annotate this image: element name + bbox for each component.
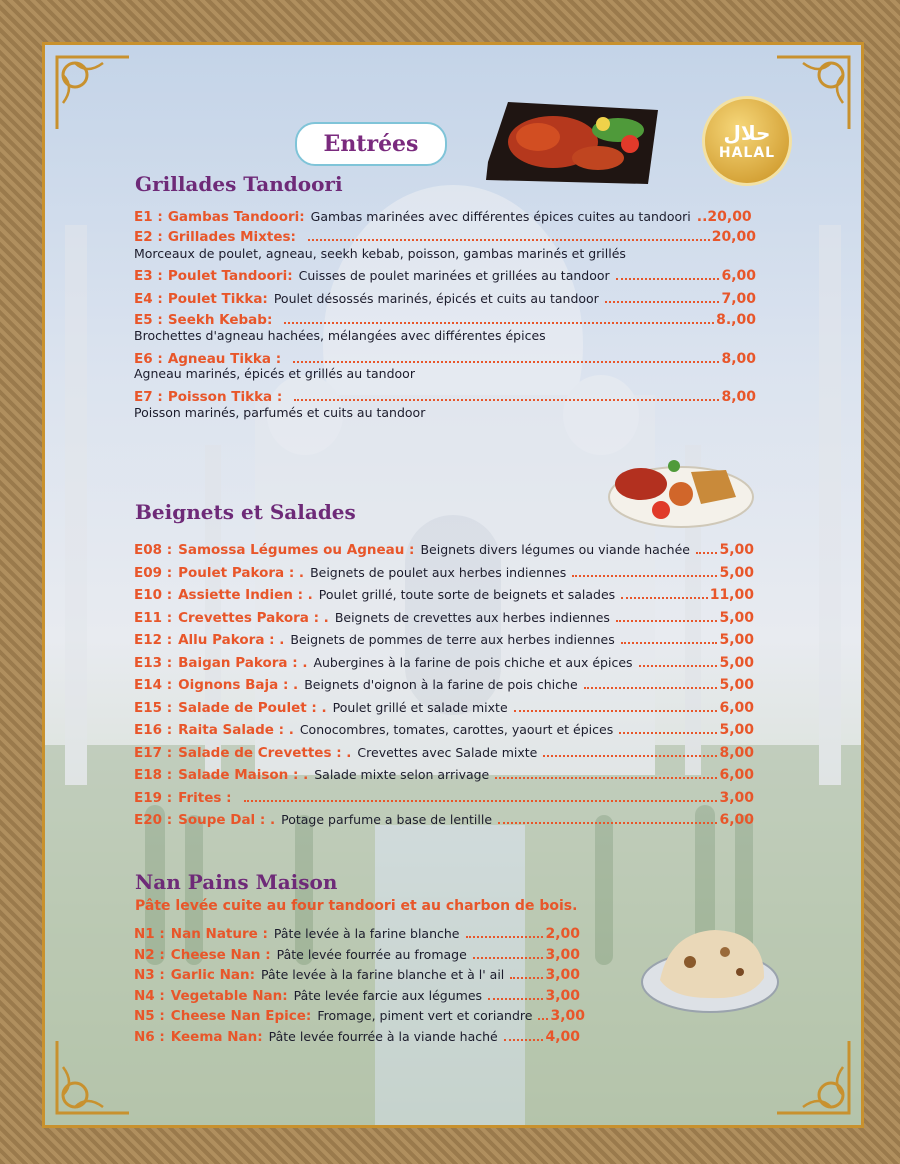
- menu-item: E3 : Poulet Tandoori: Cuisses de poulet marinées et grillées au tandoor 6,00: [134, 268, 756, 284]
- item-name: Assiette Indien : .: [178, 587, 313, 603]
- item-price: 3,00: [545, 987, 580, 1004]
- item-code: E15 :: [134, 699, 173, 716]
- item-price: 5,00: [719, 632, 754, 648]
- menu-item: [134, 1008, 586, 1024]
- menu-item: [134, 926, 580, 942]
- item-desc: Fromage, piment vert et coriandre: [317, 1008, 533, 1023]
- leader-dots: [293, 361, 719, 363]
- item-desc: Aubergines à la farine de pois chiche et aux épices: [313, 654, 633, 670]
- item-desc: Pâte levée farcie aux légumes: [293, 987, 483, 1003]
- item-desc: Beignets divers légumes ou viande hachée: [420, 542, 690, 557]
- leader-dots: [616, 620, 718, 622]
- menu-item: [134, 767, 754, 783]
- item-desc: Poulet grillé et salade mixte: [332, 699, 508, 715]
- item-price: 3,00: [719, 789, 754, 806]
- section-title-tandoori: Grillades Tandoori: [135, 172, 343, 196]
- leader-dots: [284, 322, 714, 324]
- item-price: 2,00: [545, 926, 580, 942]
- item-price: 11,00: [709, 587, 754, 603]
- item-name: Poulet Pakora : .: [178, 564, 305, 581]
- menu-item: E4 : Poulet Tikka: Poulet désossés marinés, épicés et cuits au tandoor 7,00: [134, 291, 756, 307]
- item-code: N1 :: [134, 926, 165, 942]
- item-price: 6,00: [719, 699, 754, 716]
- leader-dots: [605, 301, 720, 303]
- item-description: Morceaux de poulet, agneau, seekh kebab, poisson, gambas marinés et grillés: [134, 246, 626, 261]
- item-price: 5,00: [719, 654, 754, 671]
- menu-item: [134, 967, 580, 983]
- item-name: Keema Nan:: [170, 1028, 263, 1045]
- leader-dots: [473, 957, 544, 959]
- item-desc: Pâte levée à la farine blanche et à l' ail: [261, 967, 505, 982]
- item-code: N3 :: [134, 967, 165, 983]
- tandoori-chicken-image: [478, 92, 663, 188]
- menu-item: [134, 745, 754, 761]
- item-price: 5,00: [719, 564, 754, 581]
- corner-ornament-icon: [53, 53, 133, 133]
- item-price: 3,00: [545, 946, 580, 963]
- leader-dots: [466, 936, 544, 938]
- menu-item: [134, 565, 754, 581]
- leader-dots: [308, 239, 710, 241]
- item-code: N4 :: [134, 987, 165, 1004]
- item-desc: Beignets de crevettes aux herbes indiennes: [334, 609, 610, 625]
- leader-dots: [510, 977, 543, 979]
- leader-dots: [616, 278, 720, 280]
- leader-dots: [498, 822, 717, 824]
- item-code: E13 :: [134, 654, 173, 671]
- halal-arabic: حلال: [723, 121, 771, 145]
- item-price: 5,00: [719, 609, 754, 626]
- item-code: E20 :: [134, 812, 173, 828]
- menu-item: E1 : Gambas Tandoori: Gambas marinées avec différentes épices cuites au tandoori ..20,00: [134, 209, 752, 225]
- item-code: E19 :: [134, 789, 173, 806]
- menu-item: E7 : Poisson Tikka : 8,00: [134, 389, 756, 405]
- item-name: Allu Pakora : .: [178, 632, 285, 648]
- item-price: 4,00: [545, 1028, 580, 1045]
- item-price: 8,00: [719, 744, 754, 761]
- item-code: E16 :: [134, 722, 173, 738]
- item-price: 3,00: [550, 1008, 586, 1024]
- item-name: Samossa Légumes ou Agneau :: [178, 542, 415, 558]
- leader-dots: [584, 687, 718, 689]
- item-name: Oignons Baja : .: [178, 677, 299, 693]
- item-code: N2 :: [134, 946, 165, 963]
- leader-dots: [488, 998, 543, 1000]
- section-subtitle-nan: Pâte levée cuite au four tandoori et au charbon de bois.: [135, 898, 578, 914]
- menu-item: E6 : Agneau Tikka : 8,00: [134, 351, 756, 367]
- item-code: E18 :: [134, 767, 173, 783]
- item-desc: Salade mixte selon arrivage: [314, 767, 490, 782]
- item-name: Soupe Dal : .: [178, 812, 276, 828]
- item-name: Salade de Poulet : .: [178, 699, 327, 716]
- menu-item: [134, 677, 754, 693]
- appetizer-plate-image: [606, 452, 756, 530]
- item-name: Salade Maison : .: [178, 767, 309, 783]
- item-price: 6,00: [719, 767, 754, 783]
- item-name: Garlic Nan:: [170, 967, 256, 983]
- item-name: Crevettes Pakora : .: [178, 609, 329, 626]
- item-desc: Pâte levée fourrée à la viande haché: [268, 1028, 498, 1044]
- leader-dots: [504, 1039, 544, 1041]
- item-name: Raita Salade : .: [178, 722, 294, 738]
- leader-dots: [619, 732, 717, 734]
- item-name: Cheese Nan :: [170, 946, 271, 963]
- halal-badge: [702, 96, 792, 186]
- menu-item: [134, 655, 754, 671]
- item-desc: Beignets de poulet aux herbes indiennes: [310, 564, 567, 580]
- item-price: 3,00: [545, 967, 580, 983]
- item-desc: Poulet grillé, toute sorte de beignets et salades: [318, 587, 616, 602]
- menu-item: [134, 610, 754, 626]
- leader-dots: [621, 642, 718, 644]
- item-name: Salade de Crevettes : .: [178, 744, 352, 761]
- naan-bread-image: [640, 922, 780, 1018]
- item-name: Nan Nature :: [170, 926, 268, 942]
- leader-dots: [639, 665, 718, 667]
- item-desc: Potage parfume a base de lentille: [281, 812, 493, 827]
- item-price: 5,00: [719, 722, 754, 738]
- menu-item: [134, 587, 754, 603]
- menu-item: [134, 700, 754, 716]
- menu-item: [134, 988, 580, 1004]
- leader-dots: [572, 575, 717, 577]
- item-desc: Pâte levée fourrée au fromage: [276, 946, 467, 962]
- leader-dots: [696, 552, 717, 554]
- menu-item: [134, 1029, 580, 1045]
- item-code: E08 :: [134, 542, 173, 558]
- menu-item: E5 : Seekh Kebab: 8.,00: [134, 312, 756, 328]
- item-name: Vegetable Nan:: [170, 987, 288, 1004]
- menu-item: E2 : Grillades Mixtes: 20,00: [134, 229, 756, 245]
- section-title-nan: Nan Pains Maison: [135, 870, 338, 894]
- item-desc: Beignets de pommes de terre aux herbes indiennes: [290, 632, 615, 647]
- menu-item: [134, 790, 754, 806]
- corner-ornament-icon: [53, 1037, 133, 1117]
- item-price: 5,00: [719, 542, 754, 558]
- leader-dots: [538, 1018, 548, 1020]
- item-code: E10 :: [134, 587, 173, 603]
- corner-ornament-icon: [773, 1037, 853, 1117]
- menu-item: [134, 947, 580, 963]
- leader-dots: [514, 710, 718, 712]
- page-title: Entrées: [295, 122, 447, 166]
- item-code: E12 :: [134, 632, 173, 648]
- item-name: Cheese Nan Epice:: [170, 1008, 312, 1024]
- item-description: Poisson marinés, parfumés et cuits au tandoor: [134, 405, 426, 420]
- halal-latin: HALAL: [718, 145, 776, 161]
- item-desc: Beignets d'oignon à la farine de pois chiche: [304, 677, 578, 692]
- item-desc: Conocombres, tomates, carottes, yaourt et épices: [299, 722, 614, 737]
- menu-item: [134, 722, 754, 738]
- item-code: N6 :: [134, 1028, 165, 1045]
- leader-dots: [495, 777, 717, 779]
- item-code: N5 :: [134, 1008, 165, 1024]
- item-description: Agneau marinés, épicés et grillés au tandoor: [134, 366, 415, 381]
- item-name: Baigan Pakora : .: [178, 654, 308, 671]
- leader-dots: [244, 800, 718, 802]
- leader-dots: [294, 399, 719, 401]
- item-desc: Crevettes avec Salade mixte: [357, 744, 538, 760]
- menu-item: [134, 542, 754, 558]
- item-code: E09 :: [134, 564, 173, 581]
- item-price: 6,00: [719, 812, 754, 828]
- section-title-beignets: Beignets et Salades: [135, 500, 356, 524]
- item-name: Frites :: [178, 789, 232, 806]
- leader-dots: [621, 597, 708, 599]
- item-description: Brochettes d'agneau hachées, mélangées avec différentes épices: [134, 328, 546, 343]
- item-desc: Pâte levée à la farine blanche: [273, 926, 460, 941]
- item-code: E14 :: [134, 677, 173, 693]
- leader-dots: [543, 755, 717, 757]
- menu-item: [134, 632, 754, 648]
- item-code: E11 :: [134, 609, 173, 626]
- item-price: 5,00: [719, 677, 754, 693]
- menu-item: [134, 812, 754, 828]
- item-code: E17 :: [134, 744, 173, 761]
